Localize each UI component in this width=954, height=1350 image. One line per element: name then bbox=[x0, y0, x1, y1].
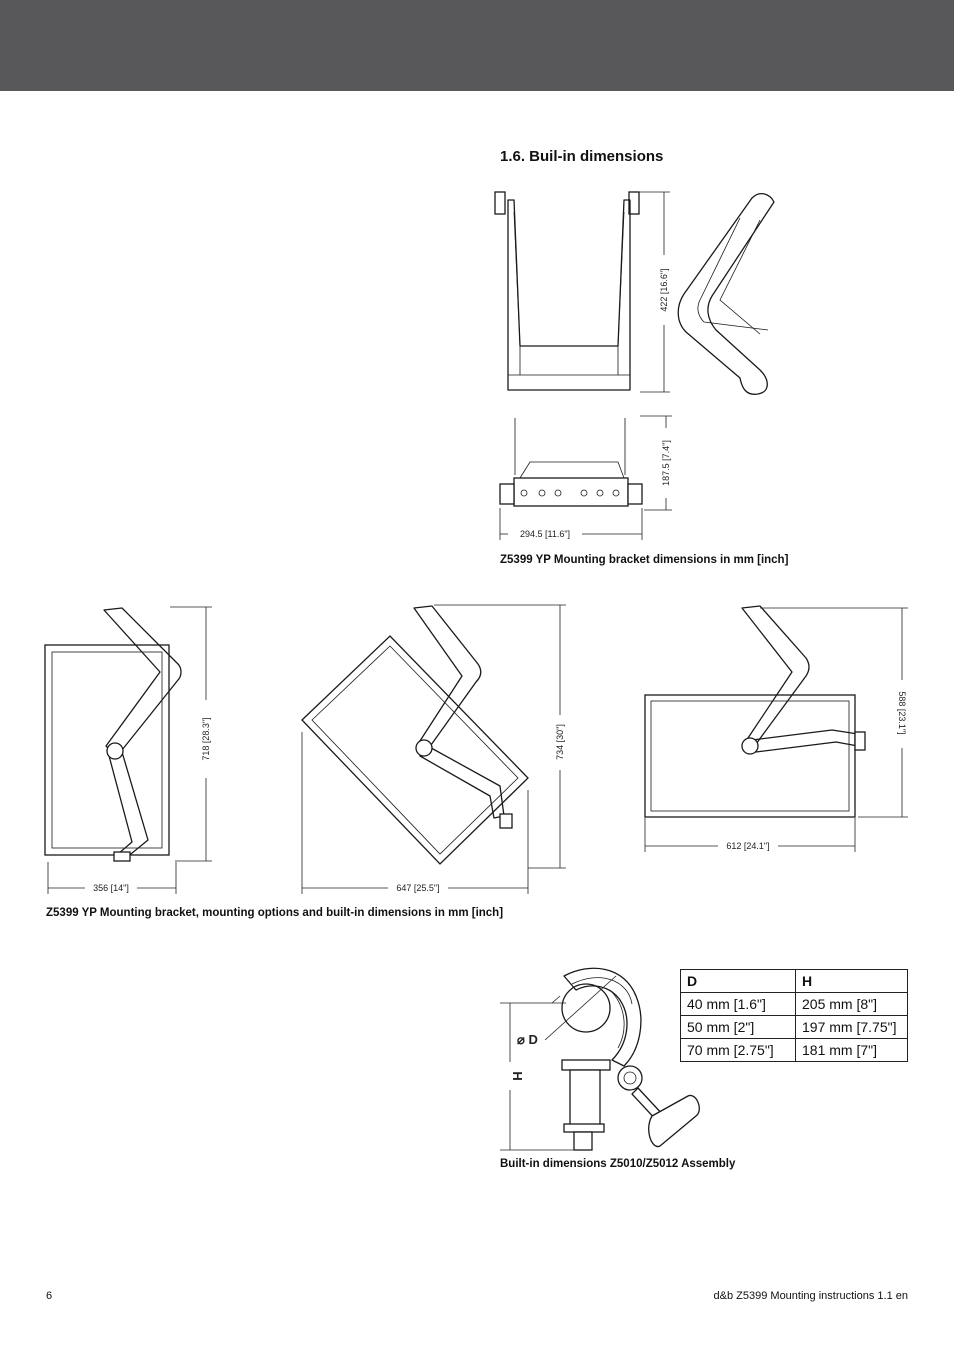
table-header-row bbox=[681, 970, 908, 993]
mounting-options-drawing bbox=[40, 600, 920, 900]
table-header-h: H bbox=[796, 970, 908, 993]
clamp-dimensions-table bbox=[680, 969, 908, 1062]
table-cell: 181 mm [7"] bbox=[796, 1039, 908, 1062]
table-header-d: D bbox=[681, 970, 796, 993]
figure1-caption: Z5399 YP Mounting bracket dimensions in mm [inch] bbox=[500, 554, 789, 566]
bracket-dimension-drawing bbox=[490, 180, 810, 550]
table-cell: 205 mm [8"] bbox=[796, 993, 908, 1016]
clamp-assembly-drawing bbox=[490, 960, 710, 1160]
dim-b-width-label: 647 [25.5"] bbox=[396, 883, 440, 893]
table-cell: 40 mm [1.6"] bbox=[681, 993, 796, 1016]
dim-a-width-label: 356 [14"] bbox=[93, 883, 129, 893]
figure3-caption: Built-in dimensions Z5010/Z5012 Assembly bbox=[500, 1158, 736, 1170]
table-row bbox=[681, 1016, 908, 1039]
table-row bbox=[681, 1039, 908, 1062]
dim-c-height-label: 588 [23.1"] bbox=[897, 691, 907, 735]
label-height: H bbox=[510, 1071, 525, 1081]
header-bar bbox=[0, 0, 954, 91]
table-row bbox=[681, 993, 908, 1016]
page-number: 6 bbox=[46, 1290, 53, 1302]
table-cell: 70 mm [2.75"] bbox=[681, 1039, 796, 1062]
dim-c-width-label: 612 [24.1"] bbox=[726, 841, 770, 851]
table-cell: 197 mm [7.75"] bbox=[796, 1016, 908, 1039]
dim-height-label: 422 [16.6"] bbox=[659, 268, 669, 312]
label-diameter: ⌀ D bbox=[517, 1032, 538, 1047]
dim-b-height-label: 734 [30"] bbox=[555, 724, 565, 760]
mounting-option-vertical bbox=[45, 608, 181, 861]
bracket-front-view bbox=[495, 192, 639, 390]
document-title: d&b Z5399 Mounting instructions 1.1 en bbox=[713, 1290, 908, 1302]
section-heading: 1.6. Buil-in dimensions bbox=[500, 148, 664, 165]
figure2-caption: Z5399 YP Mounting bracket, mounting options and built-in dimensions in mm [inch] bbox=[46, 907, 504, 919]
mounting-option-tilted bbox=[302, 606, 528, 864]
dim-width-label: 294.5 [11.6"] bbox=[519, 529, 571, 539]
bracket-side-view bbox=[678, 194, 774, 395]
dim-a-height-label: 718 [28.3"] bbox=[201, 717, 211, 761]
table-cell: 50 mm [2"] bbox=[681, 1016, 796, 1039]
clamp-assembly bbox=[562, 968, 699, 1150]
mounting-option-horizontal bbox=[645, 606, 865, 817]
bracket-top-view bbox=[500, 418, 642, 506]
dim-depth-label: 187.5 [7.4"] bbox=[661, 440, 671, 486]
